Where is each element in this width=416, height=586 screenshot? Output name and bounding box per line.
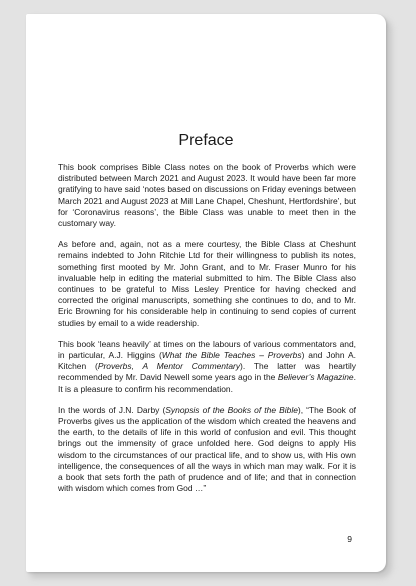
book-title-what-the-bible-teaches: What the Bible Teaches – Proverbs <box>161 350 302 361</box>
page-title: Preface <box>178 132 234 149</box>
paragraph-3 <box>58 339 356 395</box>
paragraph-3-text-c: ) and John A. Kitchen ( <box>58 350 356 372</box>
paragraph-4-text-c: ), “The Book of Proverbs gives us the application of the wisdom which created the heavens and the earth, to the details of life in this world of confusion and evil. This thought brings out the immensity of grace unfolded here. God deigns to apply His wisdom to the circumstances of our practical life, and to show us, with His own intelligence, the consequences of all the ways in which man may walk. For it is a book that sets forth the path of prudence and of life; and that in connection with wisdom which comes from God …” <box>58 404 356 494</box>
book-page <box>26 14 386 572</box>
page-number: 9 <box>347 534 352 544</box>
paragraph-3-text-a: This book ‘leans heavily’ at times on the labours of various commentators and, in particular, A.J. Higgins ( <box>58 338 356 361</box>
paragraph-2: As before and, again, not as a mere courtesy, the Bible Class at Cheshunt remains indebted to John Ritchie Ltd for their willingness to publish its notes, something first mooted by Mr. John Grant, and to Mr. Fraser Munro for his invaluable help in editing the material submitted to him. The Bible Class also continues to be grateful to Miss Lesley Prentice for having checked and corrected the original manuscripts, something she continues to do, and to Mr. Eric Browning for his considerable help in continuing to send copies of current studies by email to a wide readership. <box>58 239 356 328</box>
paragraph-4-text-a: In the words of J.N. Darby ( <box>58 404 166 415</box>
paragraph-4 <box>58 405 356 495</box>
paragraph-3-text-e: ). The latter was heartily recommended by Mr. David Newell some years ago in the <box>58 361 356 383</box>
paragraph-1: This book comprises Bible Class notes on the book of Proverbs which were distributed between March 2021 and August 2023. It would have been far more gratifying to have said ‘notes based on discussions on Friday evenings between March 2021 and August 2023 at Mill Lane Chapel, Cheshunt, Hertfordshire’, but for ‘Coronavirus reasons’, the Bible Class was unable to meet then in the customary way. <box>58 162 356 229</box>
paragraph-3-text-g: . It is a pleasure to confirm his recommendation. <box>58 372 356 394</box>
book-title-synopsis: Synopsis of the Books of the Bible <box>165 404 298 415</box>
preface-body <box>58 162 356 504</box>
book-title-mentor-commentary: Proverbs, A Mentor Commentary <box>97 361 241 372</box>
magazine-title-believers-magazine: Believer’s Magazine <box>277 372 354 383</box>
